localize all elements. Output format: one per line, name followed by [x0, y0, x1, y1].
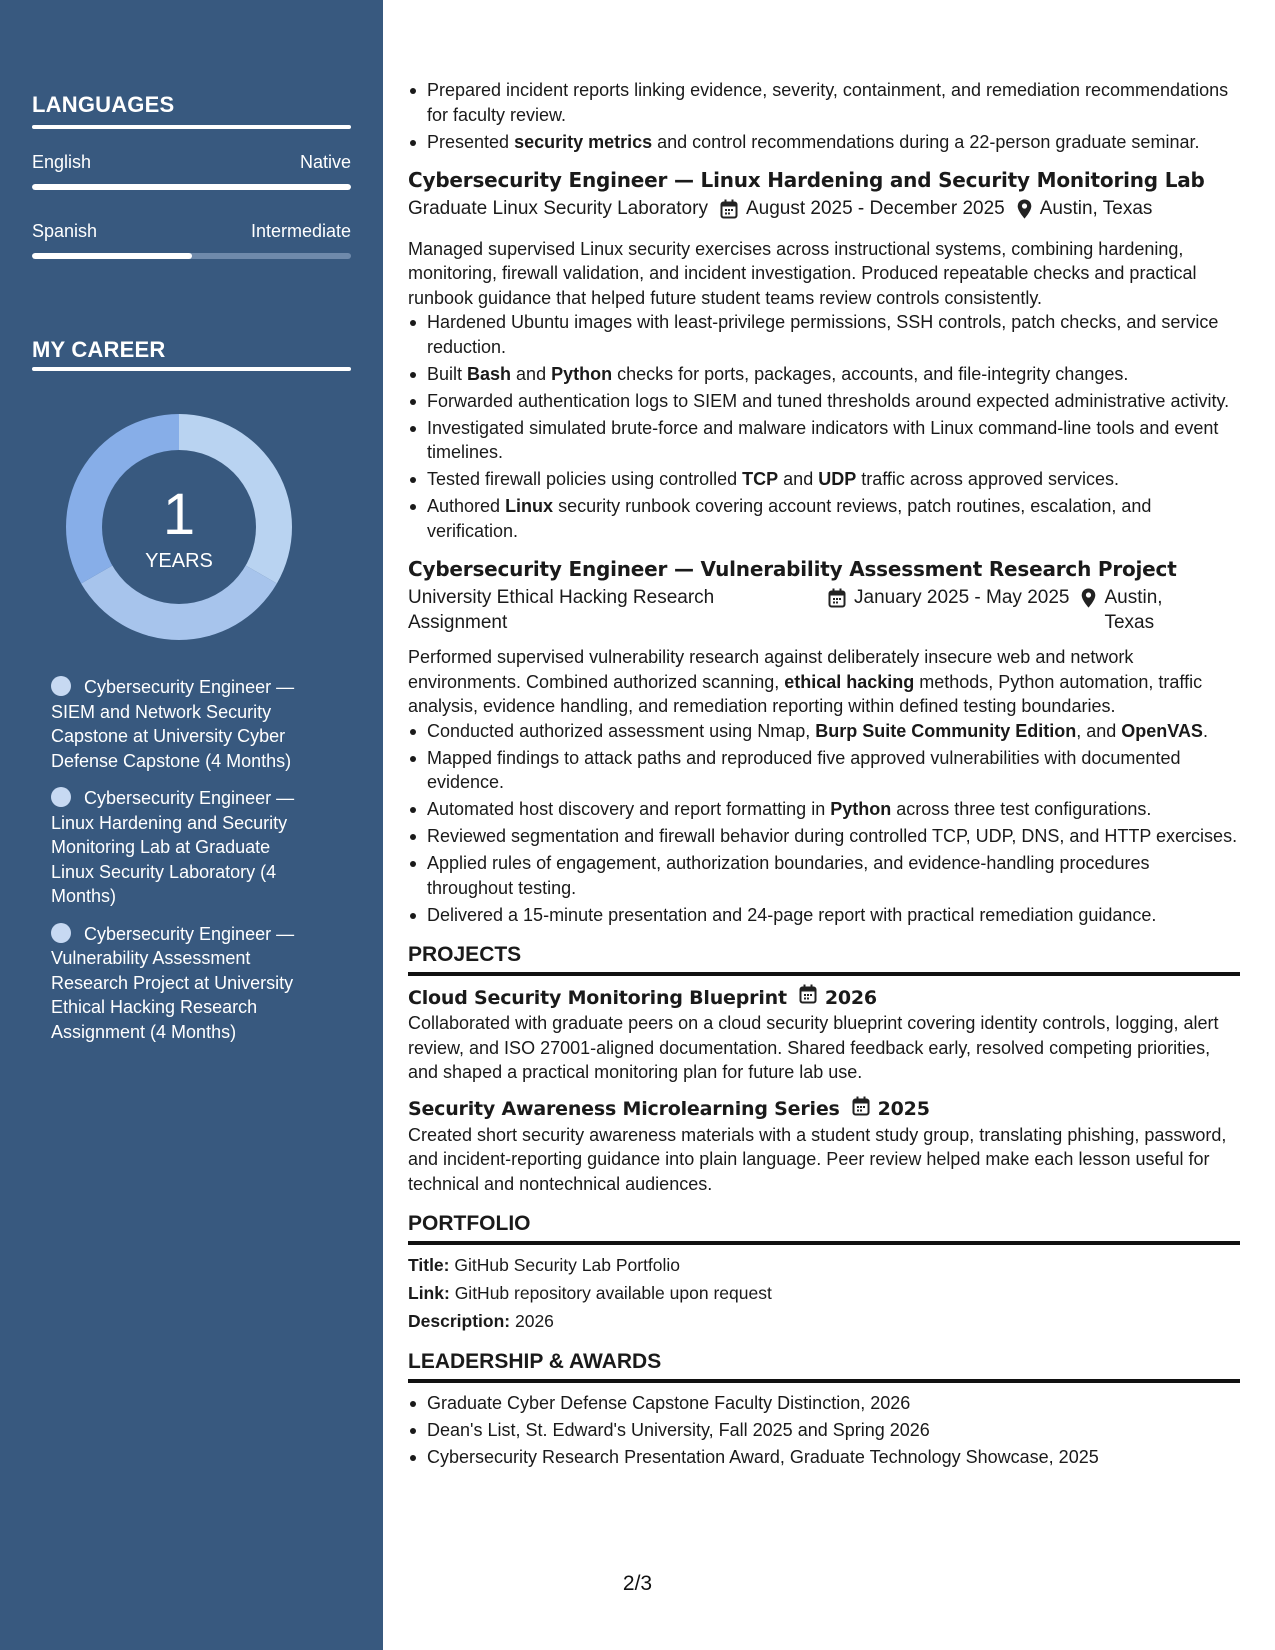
language-level: Native — [299, 152, 351, 172]
bold-keyword: Linux — [505, 496, 554, 516]
language-proficiency-bar — [32, 253, 351, 259]
career-rule — [32, 367, 351, 371]
location-pin-icon — [1017, 199, 1032, 227]
career-item: Cybersecurity Engineer — Vulnerability Assessment Research Project at University Ethical Hacking Research Assignment (4 Months) — [51, 923, 295, 1042]
calendar-icon — [852, 1096, 870, 1123]
career-item: Cybersecurity Engineer — Linux Hardening and Security Monitoring Lab at Graduate Linux Security Laboratory (4 Months) — [51, 788, 295, 906]
language-name: Spanish — [32, 221, 98, 241]
main-content — [408, 78, 1240, 1472]
leadership-heading: LEADERSHIP & AWARDS — [408, 1349, 662, 1373]
project-description: Created short security awareness materials with a student study group, translating phishing, password, and incident-reporting guidance into plain language. Peer review helped make each lesson useful for technical and nontechnical audiences. — [408, 1124, 1227, 1194]
job-title: Cybersecurity Engineer — Vulnerability Assessment Research Project — [408, 557, 1177, 581]
language-level: Intermediate — [250, 221, 351, 241]
career-heading: MY CAREER — [32, 337, 166, 362]
page-number: 2/3 — [622, 1572, 653, 1595]
project-title: Cloud Security Monitoring Blueprint — [408, 986, 787, 1009]
list-item: Dean's List, St. Edward's University, Fall 2025 and Spring 2026 — [408, 1418, 1240, 1443]
years-label: YEARS — [145, 550, 213, 572]
projects-section — [408, 941, 1240, 1196]
languages-heading: LANGUAGES — [32, 92, 175, 117]
job-description: Performed supervised vulnerability research against deliberately insecure web and network environments. Combined authorized scanning, ethical hacking methods, Python automation, traffic analysis, evidence handling, and remediation reporting within defined testing boundaries. — [408, 647, 1203, 716]
bold-keyword: Python — [830, 799, 892, 819]
years-value: 1 — [162, 482, 196, 547]
list-item: Cybersecurity Research Presentation Award, Graduate Technology Showcase, 2025 — [408, 1445, 1240, 1470]
job-title: Cybersecurity Engineer — Linux Hardening and Security Monitoring Lab — [408, 168, 1205, 192]
bullet-item: Authored Linux security runbook covering account reviews, patch routines, escalation, and verification. — [408, 494, 1240, 543]
portfolio-title-row — [408, 1253, 1240, 1278]
leadership-list — [408, 1391, 1240, 1470]
project-year: 2026 — [824, 986, 877, 1009]
job-organization: Graduate Linux Security Laboratory — [408, 198, 708, 219]
job-location: Austin, Texas — [1104, 587, 1163, 633]
job-dates: August 2025 - December 2025 — [745, 198, 1005, 219]
bullet-item: Automated host discovery and report formatting in Python across three test configurations. — [408, 797, 1240, 822]
job-entry — [408, 166, 1240, 543]
bullet-item: Applied rules of engagement, authorization boundaries, and evidence-handling procedures throughout testing. — [408, 851, 1240, 900]
portfolio-title-value: GitHub Security Lab Portfolio — [454, 1255, 681, 1275]
bold-keyword: Bash — [467, 363, 512, 384]
job-location: Austin, Texas — [1039, 198, 1153, 219]
project-year: 2025 — [877, 1098, 930, 1120]
list-item: Graduate Cyber Defense Capstone Faculty Distinction, 2026 — [408, 1391, 1240, 1416]
years-donut-chart — [66, 414, 292, 640]
bold-keyword: OpenVAS — [1121, 720, 1203, 741]
project-title: Security Awareness Microlearning Series — [408, 1098, 840, 1120]
bold-keyword: UDP — [818, 469, 857, 489]
calendar-icon — [799, 984, 817, 1011]
bullet-item: Forwarded authentication logs to SIEM and tuned thresholds around expected administrative activity. — [408, 389, 1240, 414]
bullet-item: Presented security metrics and control recommendations during a 22-person graduate seminar. — [408, 130, 1240, 155]
section-rule — [408, 1379, 1240, 1383]
language-proficiency-bar — [32, 184, 351, 190]
portfolio-link-row — [408, 1281, 1240, 1306]
language-name: English — [32, 152, 92, 172]
bold-keyword: security metrics — [514, 131, 653, 152]
portfolio-title-label: Title: — [408, 1255, 450, 1275]
portfolio-link-label: Link: — [408, 1283, 450, 1303]
bullet-item: Hardened Ubuntu images with least-privilege permissions, SSH controls, patch checks, and service reduction. — [408, 310, 1240, 359]
job-entry — [408, 555, 1240, 927]
location-pin-icon — [1081, 588, 1096, 616]
portfolio-heading: PORTFOLIO — [408, 1212, 531, 1235]
bullet-dot-icon — [51, 676, 71, 696]
sidebar — [0, 0, 383, 1650]
portfolio-section — [408, 1210, 1240, 1334]
bullet-item: Conducted authorized assessment using Nmap, Burp Suite Community Edition, and OpenVAS. — [408, 719, 1240, 744]
project-title-row — [408, 1096, 1240, 1123]
languages-rule — [32, 125, 351, 129]
job-description: Managed supervised Linux security exercises across instructional systems, combining hardening, monitoring, firewall validation, and incident investigation. Produced repeatable checks and practical runbook guidance that helped future student teams review controls consistently. — [408, 238, 1197, 308]
bullet-item: Investigated simulated brute-force and malware indicators with Linux command-line tools and event timelines. — [408, 416, 1240, 465]
section-rule — [408, 972, 1240, 976]
bullet-item: Tested firewall policies using controlled TCP and UDP traffic across approved services. — [408, 467, 1240, 492]
career-item: Cybersecurity Engineer — SIEM and Network Security Capstone at University Cyber Defense Capstone (4 Months) — [51, 677, 295, 771]
bold-keyword: TCP — [742, 469, 779, 489]
project-title-row — [408, 984, 1240, 1011]
bullet-dot-icon — [51, 923, 71, 943]
bold-keyword: ethical hacking — [784, 671, 915, 692]
career-list — [51, 675, 311, 1057]
portfolio-description-value: 2026 — [514, 1311, 554, 1331]
calendar-icon — [828, 588, 846, 616]
language-row — [32, 152, 351, 173]
project-description: Collaborated with graduate peers on a cloud security blueprint covering identity controls, logging, alert review, and ISO 27001-aligned documentation. Shared feedback early, resolved competing priorities, and shaped a practical monitoring plan for future lab use. — [408, 1013, 1219, 1082]
language-proficiency-fill — [32, 253, 192, 259]
projects-heading: PROJECTS — [408, 943, 522, 966]
job-meta — [408, 586, 1240, 635]
bullet-item: Mapped findings to attack paths and reproduced five approved vulnerabilities with documented evidence. — [408, 746, 1240, 795]
language-proficiency-fill — [32, 184, 351, 190]
portfolio-description-label: Description: — [408, 1311, 511, 1331]
bullet-item: Reviewed segmentation and firewall behavior during controlled TCP, UDP, DNS, and HTTP exercises. — [408, 824, 1240, 849]
bullet-item: Prepared incident reports linking evidence, severity, containment, and remediation recommendations for faculty review. — [408, 78, 1240, 127]
job-dates: January 2025 - May 2025 — [854, 587, 1070, 608]
bullet-dot-icon — [51, 787, 71, 807]
leadership-section — [408, 1348, 1240, 1470]
bold-keyword: Burp Suite Community Edition — [815, 720, 1077, 741]
calendar-icon — [720, 199, 738, 227]
bold-keyword: Python — [551, 363, 613, 384]
job-bullets — [408, 310, 1240, 543]
portfolio-link-value: GitHub repository available upon request — [454, 1283, 772, 1303]
section-rule — [408, 1241, 1240, 1245]
bullet-item: Delivered a 15-minute presentation and 24-page report with practical remediation guidance. — [408, 903, 1240, 928]
bullet-item: Built Bash and Python checks for ports, packages, accounts, and file-integrity changes. — [408, 362, 1240, 387]
job-bullets — [408, 719, 1240, 928]
job-organization: University Ethical Hacking Research Assignment — [408, 587, 715, 633]
portfolio-description-row — [408, 1309, 1240, 1334]
job-meta — [408, 197, 1240, 227]
continued-bullets — [408, 78, 1240, 154]
language-row — [32, 221, 351, 242]
